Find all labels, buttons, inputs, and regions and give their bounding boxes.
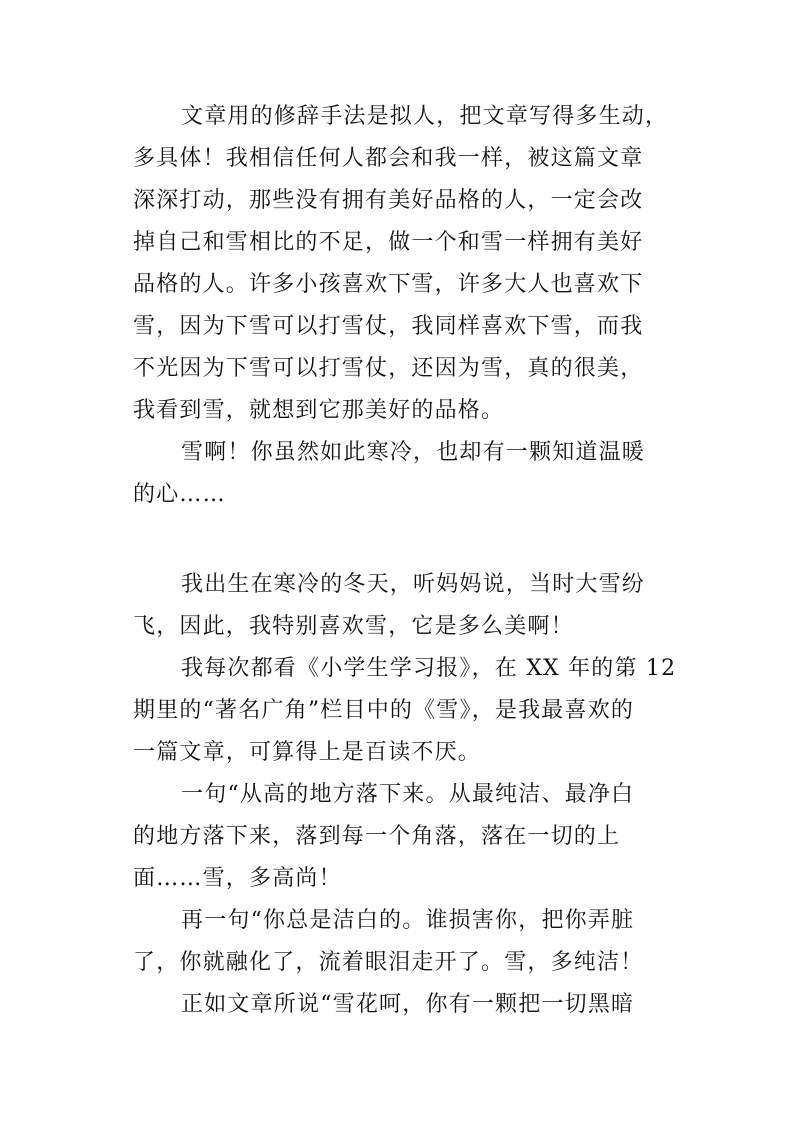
text-line: 一篇文章，可算得上是百读不厌。 bbox=[133, 740, 482, 765]
text-line: 再一句“你总是洁白的。谁损害你，把你弄脏 bbox=[181, 908, 635, 933]
text-line: 一句“从高的地方落下来。从最纯洁、最净白 bbox=[181, 782, 635, 807]
text-line: 正如文章所说“雪花呵，你有一颗把一切黑暗 bbox=[181, 992, 635, 1017]
text-line: 我看到雪，就想到它那美好的品格。 bbox=[133, 398, 505, 423]
text-line: 期里的“著名广角”栏目中的《雪》，是我最喜欢的 bbox=[133, 698, 635, 723]
text-line: 我每次都看《小学生学习报》，在 XX 年的第 12 bbox=[181, 656, 677, 681]
text-line: 文章用的修辞手法是拟人，把文章写得多生动， bbox=[181, 104, 669, 129]
text-line: 多具体！我相信任何人都会和我一样，被这篇文章 bbox=[133, 146, 644, 171]
text-line: 不光因为下雪可以打雪仗，还因为雪，真的很美， bbox=[133, 356, 644, 381]
text-line: 的心…… bbox=[133, 482, 226, 507]
text-line: 我出生在寒冷的冬天，听妈妈说，当时大雪纷 bbox=[181, 572, 646, 597]
text-line: 面……雪，多高尚！ bbox=[133, 866, 342, 891]
text-line: 掉自己和雪相比的不足，做一个和雪一样拥有美好 bbox=[133, 230, 644, 255]
text-line: 雪，因为下雪可以打雪仗，我同样喜欢下雪，而我 bbox=[133, 314, 644, 339]
text-line: 的地方落下来，落到每一个角落，落在一切的上 bbox=[133, 824, 621, 849]
text-line: 品格的人。许多小孩喜欢下雪，许多大人也喜欢下 bbox=[133, 272, 644, 297]
text-line: 飞，因此，我特别喜欢雪，它是多么美啊！ bbox=[133, 614, 574, 639]
text-line: 了，你就融化了，流着眼泪走开了。雪，多纯洁！ bbox=[133, 950, 644, 975]
text-line: 雪啊！你虽然如此寒冷，也却有一颗知道温暖 bbox=[181, 440, 646, 465]
text-line: 深深打动，那些没有拥有美好品格的人，一定会改 bbox=[133, 188, 644, 213]
